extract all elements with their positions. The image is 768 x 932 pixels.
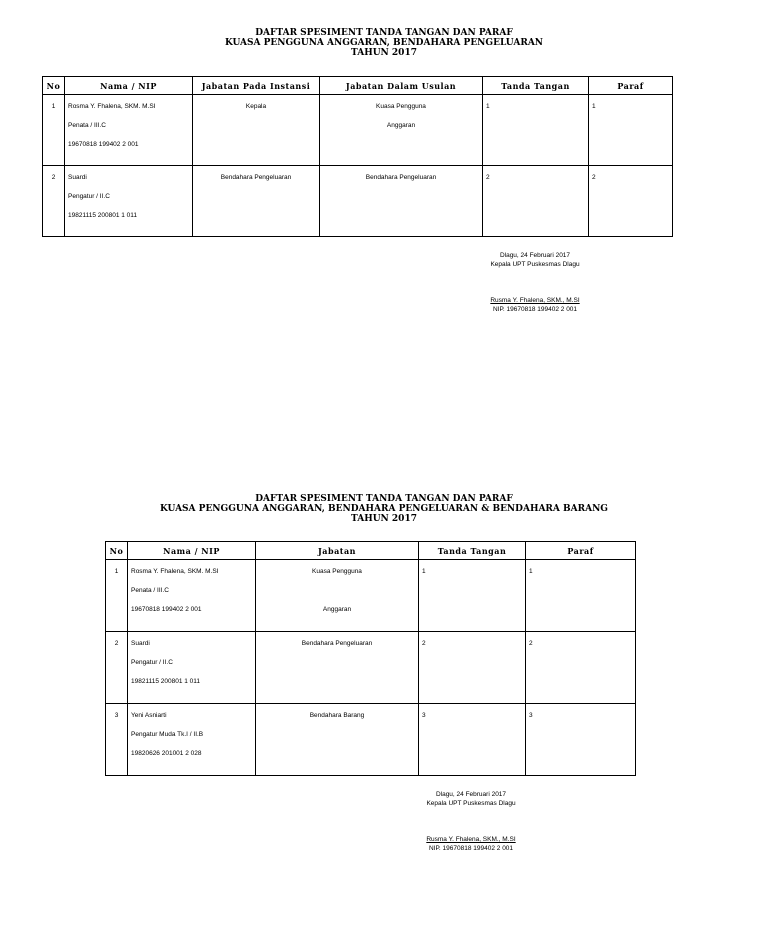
sign-position: Kepala UPT Puskesmas Dlagu <box>426 800 516 807</box>
cell-nama-nip <box>128 632 256 704</box>
person-name: Rosma Y. Fhalena, SKM. M.SI <box>68 103 156 110</box>
person-name: Rosma Y. Fhalena, SKM. M.SI <box>131 568 219 575</box>
person-nip: 19820626 201001 2 028 <box>131 750 202 757</box>
header-nama-nip: Nama / NIP <box>128 542 256 560</box>
person-name: Suardi <box>131 640 150 647</box>
cell-tanda-tangan: 2 <box>419 632 526 704</box>
person-nip: 19821115 200801 1 011 <box>68 212 138 219</box>
doc1-title-line-3: TAHUN 2017 <box>351 48 417 58</box>
cell-nama-nip <box>65 95 193 166</box>
usulan-line-2: Anggaran <box>386 122 416 129</box>
cell-usulan <box>320 95 483 166</box>
table-row <box>43 166 673 237</box>
cell-paraf: 2 <box>589 166 673 237</box>
person-name: Yeni Asniarti <box>131 712 167 719</box>
cell-no: 3 <box>106 704 128 776</box>
cell-tanda-tangan: 1 <box>419 560 526 632</box>
doc1-title <box>0 28 768 58</box>
header-jabatan: Jabatan <box>256 542 419 560</box>
cell-no: 2 <box>43 166 65 237</box>
table-row <box>106 632 636 704</box>
doc1-title-line-2: KUASA PENGGUNA ANGGARAN, BENDAHARA PENGELUARAN <box>224 38 544 48</box>
header-no: No <box>106 542 128 560</box>
person-rank: Penata / III.C <box>68 122 106 129</box>
doc2-table <box>105 541 636 776</box>
cell-paraf: 2 <box>526 632 636 704</box>
cell-usulan <box>320 166 483 237</box>
cell-jabatan <box>256 560 419 632</box>
person-rank: Penata / III.C <box>131 587 169 594</box>
cell-paraf: 1 <box>526 560 636 632</box>
doc2-signature-block <box>371 790 571 853</box>
doc2-title-line-2: KUASA PENGGUNA ANGGARAN, BENDAHARA PENGELUARAN & BENDAHARA BARANG <box>160 504 608 514</box>
sign-nip: NIP. 19670818 199402 2 001 <box>428 845 514 852</box>
person-rank: Pengatur Muda Tk.I / II.B <box>131 731 204 738</box>
header-jabatan-instansi: Jabatan Pada Instansi <box>193 77 320 95</box>
header-tanda-tangan: Tanda Tangan <box>419 542 526 560</box>
sign-place-date: Dlagu, 24 Februari 2017 <box>499 252 571 259</box>
usulan-line-1: Bendahara Pengeluaran <box>365 174 437 181</box>
doc2-header-row <box>106 542 636 560</box>
cell-jabatan: Kepala <box>193 95 320 166</box>
cell-tanda-tangan: 1 <box>483 95 589 166</box>
sign-position: Kepala UPT Puskesmas Dlagu <box>490 261 580 268</box>
table-row <box>106 560 636 632</box>
cell-nama-nip <box>128 704 256 776</box>
cell-jabatan: Bendahara Pengeluaran <box>193 166 320 237</box>
sign-name: Rusma Y. Fhalena, SKM., M.SI <box>426 836 516 843</box>
cell-jabatan: Bendahara Barang <box>256 704 419 776</box>
doc2-title-line-1: DAFTAR SPESIMENT TANDA TANGAN DAN PARAF <box>255 494 513 504</box>
cell-no: 2 <box>106 632 128 704</box>
doc2-title <box>0 494 768 524</box>
header-paraf: Paraf <box>589 77 673 95</box>
header-no: No <box>43 77 65 95</box>
cell-tanda-tangan: 2 <box>483 166 589 237</box>
header-tanda-tangan: Tanda Tangan <box>483 77 589 95</box>
person-rank: Pengatur / II.C <box>131 659 173 666</box>
usulan-line-1: Kuasa Pengguna <box>376 103 426 110</box>
sign-place-date: Dlagu, 24 Februari 2017 <box>435 791 507 798</box>
cell-nama-nip <box>65 166 193 237</box>
cell-no: 1 <box>43 95 65 166</box>
cell-paraf: 3 <box>526 704 636 776</box>
doc1-title-line-1: DAFTAR SPESIMENT TANDA TANGAN DAN PARAF <box>255 28 513 38</box>
doc2-title-line-3: TAHUN 2017 <box>351 514 417 524</box>
cell-tanda-tangan: 3 <box>419 704 526 776</box>
person-nip: 19670818 199402 2 001 <box>131 606 202 613</box>
table-row <box>106 704 636 776</box>
sign-name: Rusma Y. Fhalena, SKM., M.SI <box>490 297 580 304</box>
sign-nip: NIP. 19670818 199402 2 001 <box>492 306 578 313</box>
header-nama-nip: Nama / NIP <box>65 77 193 95</box>
person-name: Suardi <box>68 174 87 181</box>
person-rank: Pengatur / II.C <box>68 193 110 200</box>
jabatan-line-2: Anggaran <box>322 606 352 613</box>
cell-nama-nip <box>128 560 256 632</box>
doc1-table <box>42 76 673 237</box>
cell-jabatan: Bendahara Pengeluaran <box>256 632 419 704</box>
doc1-header-row <box>43 77 673 95</box>
jabatan-line-1: Kuasa Pengguna <box>312 568 362 575</box>
cell-no: 1 <box>106 560 128 632</box>
header-paraf: Paraf <box>526 542 636 560</box>
cell-paraf: 1 <box>589 95 673 166</box>
doc1-signature-block <box>435 251 635 314</box>
person-nip: 19670818 199402 2 001 <box>68 141 139 148</box>
table-row <box>43 95 673 166</box>
header-jabatan-usulan: Jabatan Dalam Usulan <box>320 77 483 95</box>
person-nip: 19821115 200801 1 011 <box>131 678 201 685</box>
